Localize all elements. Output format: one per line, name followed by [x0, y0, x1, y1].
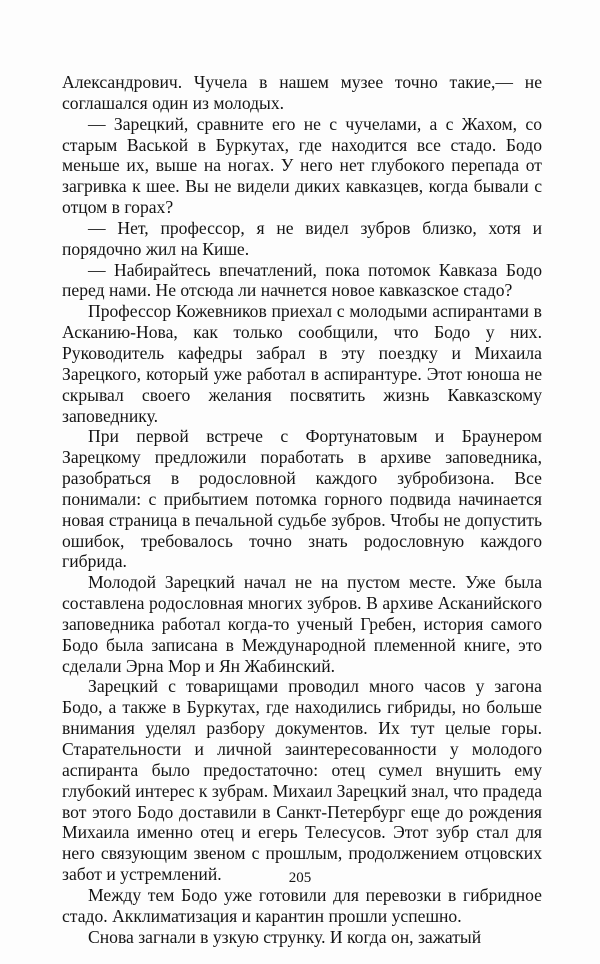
paragraph: — Набирайтесь впечатлений, пока потомок Кавказа Бодо перед нами. Не отсюда ли начнется новое кавказское стадо?	[62, 259, 542, 301]
paragraph: При первой встрече с Фортунатовым и Браунером Зарецкому предложили поработать в архиве заповедника, разобраться в родословной каждого зубробизона. Все понимали: с прибытием потомка горного подвида начинается новая страница в печальной судьбе зубров. Чтобы не допустить ошибок, требовалось точно знать родословную каждого гибрида.	[62, 426, 542, 572]
paragraph-truncated: Снова загнали в узкую струнку. И когда он, зажатый	[88, 926, 482, 947]
page-number: 205	[288, 870, 312, 886]
body-text	[62, 72, 542, 947]
paragraph: — Нет, профессор, я не видел зубров близко, хотя и порядочно жил на Кише.	[62, 217, 542, 259]
paragraph: Зарецкий с товарищами проводил много часов у загона Бодо, а также в Буркутах, где находились гибриды, но больше внимания уделял разбору документов. Их тут целые горы. Старательности и личной заинтересованности у молодого аспиранта было предостаточно: отец сумел внушить ему глубокий интерес к зубрам. Михаил Зарецкий знал, что прадеда вот этого Бодо доставили в Санкт-Петербург еще до рождения Михаила именно отец и егерь Телесусов. Этот зубр стал для него связующим звеном с прошлым, продолжением отцовских забот и устремлений.	[62, 676, 542, 885]
paragraph: — Зарецкий, сравните его не с чучелами, а с Жахом, со старым Васькой в Буркутах, где находится все стадо. Бодо меньше их, выше на ногах. У него нет глубокого перепада от загривка к шее. Вы не видели диких кавказцев, когда бывали с отцом в горах?	[62, 113, 542, 218]
paragraph: Профессор Кожевников приехал с молодыми аспирантами в Асканию-Нова, как только сообщили, что Бодо у них. Руководитель кафедры забрал в эту поездку и Михаила Зарецкого, который уже работал в аспирантуре. Этот юноша не скрывал своего желания посвятить жизнь Кавказскому заповеднику.	[62, 301, 542, 426]
paragraph: Между тем Бодо уже готовили для перевозки в гибридное стадо. Акклиматизация и карантин прошли успешно.	[62, 884, 542, 926]
paragraph-continued: Александрович. Чучела в нашем музее точно такие,— не соглашался один из молодых.	[62, 72, 542, 113]
paragraph: Молодой Зарецкий начал не на пустом месте. Уже была составлена родословная многих зубров. В архиве Асканийского заповедника работал когда-то ученый Гребен, история самого Бодо была записана в Международной племенной книге, это сделали Эрна Мор и Ян Жабинский.	[62, 572, 542, 676]
